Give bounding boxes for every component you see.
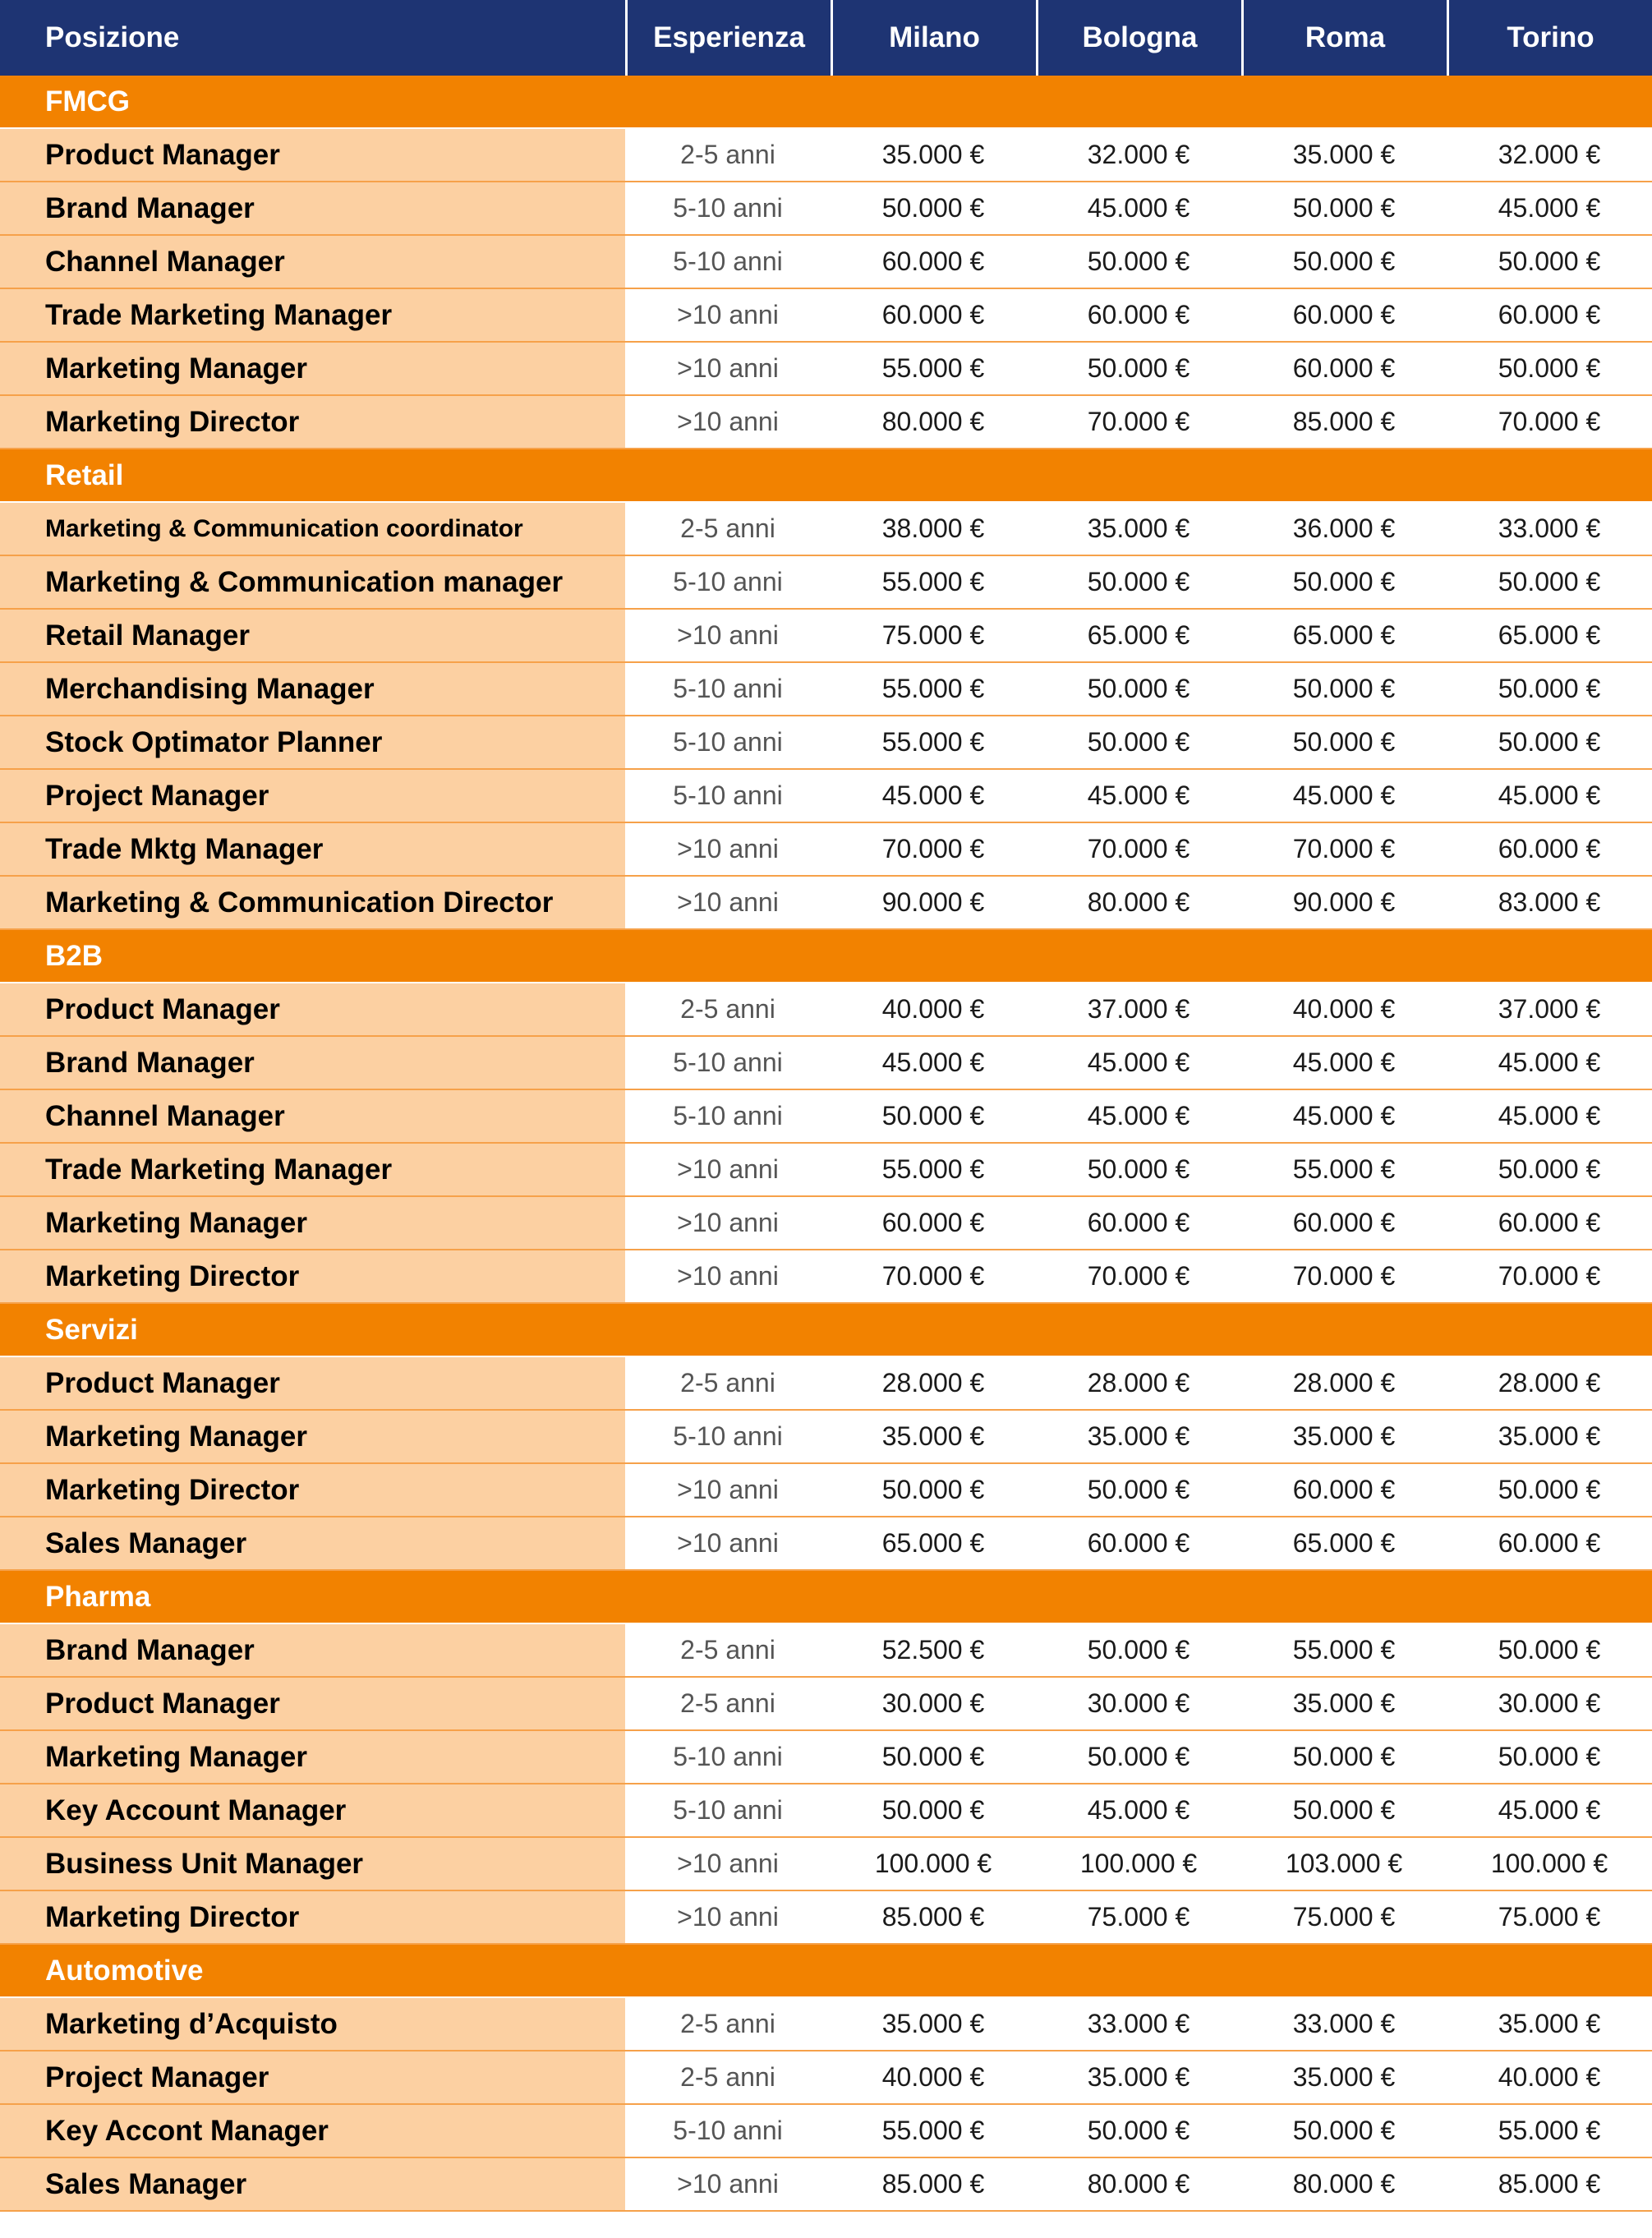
experience-cell: 2-5 anni <box>625 1678 831 1731</box>
salary-cell-bologna: 50.000 € <box>1036 1144 1241 1197</box>
experience-cell: >10 anni <box>625 1197 831 1250</box>
salary-cell-roma: 33.000 € <box>1241 1998 1447 2052</box>
salary-cell-milano: 30.000 € <box>831 1678 1036 1731</box>
salary-cell-bologna: 35.000 € <box>1036 1411 1241 1464</box>
salary-cell-torino: 50.000 € <box>1447 556 1652 610</box>
salary-cell-roma: 80.000 € <box>1241 2158 1447 2212</box>
position-cell: Product Manager <box>0 129 625 182</box>
experience-cell: 5-10 anni <box>625 2105 831 2158</box>
salary-cell-torino: 45.000 € <box>1447 182 1652 236</box>
position-cell: Marketing Manager <box>0 1411 625 1464</box>
position-cell: Stock Optimator Planner <box>0 716 625 770</box>
salary-cell-bologna: 50.000 € <box>1036 1624 1241 1678</box>
table-row <box>0 2052 1652 2105</box>
salary-cell-torino: 37.000 € <box>1447 983 1652 1037</box>
table-row <box>0 1838 1652 1891</box>
salary-cell-torino: 50.000 € <box>1447 343 1652 396</box>
salary-cell-torino: 32.000 € <box>1447 129 1652 182</box>
position-cell: Retail Manager <box>0 610 625 663</box>
position-cell: Sales Manager <box>0 2158 625 2212</box>
experience-cell: >10 anni <box>625 1517 831 1571</box>
experience-cell: >10 anni <box>625 396 831 449</box>
salary-cell-milano: 60.000 € <box>831 289 1036 343</box>
salary-cell-bologna: 45.000 € <box>1036 770 1241 823</box>
section-title: B2B <box>0 930 1652 983</box>
position-cell: Marketing & Communication coordinator <box>0 503 625 556</box>
header-city-roma: Roma <box>1241 0 1447 76</box>
table-body <box>0 76 1652 2212</box>
salary-cell-roma: 50.000 € <box>1241 663 1447 716</box>
salary-cell-torino: 70.000 € <box>1447 396 1652 449</box>
position-cell: Channel Manager <box>0 236 625 289</box>
salary-cell-milano: 50.000 € <box>831 1731 1036 1784</box>
salary-cell-bologna: 50.000 € <box>1036 1731 1241 1784</box>
salary-cell-milano: 45.000 € <box>831 1037 1036 1090</box>
salary-cell-torino: 70.000 € <box>1447 1250 1652 1304</box>
salary-cell-torino: 50.000 € <box>1447 1731 1652 1784</box>
salary-cell-bologna: 50.000 € <box>1036 2105 1241 2158</box>
section-row <box>0 1945 1652 1998</box>
experience-cell: 5-10 anni <box>625 1090 831 1144</box>
salary-cell-bologna: 33.000 € <box>1036 1998 1241 2052</box>
salary-cell-milano: 70.000 € <box>831 1250 1036 1304</box>
salary-cell-bologna: 32.000 € <box>1036 129 1241 182</box>
position-cell: Marketing Director <box>0 1891 625 1945</box>
salary-cell-bologna: 45.000 € <box>1036 1784 1241 1838</box>
experience-cell: 2-5 anni <box>625 503 831 556</box>
experience-cell: 5-10 anni <box>625 770 831 823</box>
position-cell: Channel Manager <box>0 1090 625 1144</box>
position-cell: Marketing Director <box>0 1250 625 1304</box>
position-cell: Key Accont Manager <box>0 2105 625 2158</box>
salary-cell-torino: 50.000 € <box>1447 1144 1652 1197</box>
salary-cell-roma: 45.000 € <box>1241 1037 1447 1090</box>
position-cell: Brand Manager <box>0 182 625 236</box>
section-title: Retail <box>0 449 1652 503</box>
table-row <box>0 877 1652 930</box>
salary-cell-milano: 50.000 € <box>831 1090 1036 1144</box>
salary-cell-roma: 45.000 € <box>1241 1090 1447 1144</box>
salary-cell-roma: 36.000 € <box>1241 503 1447 556</box>
salary-cell-roma: 85.000 € <box>1241 396 1447 449</box>
salary-cell-bologna: 35.000 € <box>1036 503 1241 556</box>
experience-cell: >10 anni <box>625 1144 831 1197</box>
salary-cell-torino: 50.000 € <box>1447 236 1652 289</box>
position-cell: Marketing Manager <box>0 1197 625 1250</box>
table-row <box>0 823 1652 877</box>
salary-cell-milano: 60.000 € <box>831 1197 1036 1250</box>
salary-cell-roma: 28.000 € <box>1241 1357 1447 1411</box>
salary-cell-roma: 90.000 € <box>1241 877 1447 930</box>
header-city-milano: Milano <box>831 0 1036 76</box>
table-row <box>0 1891 1652 1945</box>
experience-cell: >10 anni <box>625 289 831 343</box>
table-row <box>0 1037 1652 1090</box>
salary-cell-milano: 50.000 € <box>831 1464 1036 1517</box>
salary-cell-torino: 30.000 € <box>1447 1678 1652 1731</box>
salary-cell-bologna: 50.000 € <box>1036 1464 1241 1517</box>
section-title: FMCG <box>0 76 1652 129</box>
salary-cell-torino: 45.000 € <box>1447 1784 1652 1838</box>
salary-cell-torino: 75.000 € <box>1447 1891 1652 1945</box>
position-cell: Brand Manager <box>0 1624 625 1678</box>
salary-cell-roma: 60.000 € <box>1241 289 1447 343</box>
header-row <box>0 0 1652 76</box>
salary-cell-torino: 85.000 € <box>1447 2158 1652 2212</box>
salary-cell-milano: 90.000 € <box>831 877 1036 930</box>
experience-cell: 5-10 anni <box>625 1411 831 1464</box>
salary-cell-bologna: 70.000 € <box>1036 396 1241 449</box>
salary-cell-torino: 40.000 € <box>1447 2052 1652 2105</box>
table-row <box>0 1090 1652 1144</box>
salary-cell-roma: 50.000 € <box>1241 716 1447 770</box>
experience-cell: 5-10 anni <box>625 1784 831 1838</box>
position-cell: Marketing Director <box>0 1464 625 1517</box>
salary-cell-torino: 60.000 € <box>1447 1197 1652 1250</box>
salary-cell-bologna: 100.000 € <box>1036 1838 1241 1891</box>
salary-cell-roma: 35.000 € <box>1241 129 1447 182</box>
salary-cell-torino: 50.000 € <box>1447 663 1652 716</box>
salary-cell-torino: 55.000 € <box>1447 2105 1652 2158</box>
experience-cell: 2-5 anni <box>625 2052 831 2105</box>
table-row <box>0 182 1652 236</box>
salary-cell-milano: 55.000 € <box>831 716 1036 770</box>
salary-cell-roma: 40.000 € <box>1241 983 1447 1037</box>
salary-cell-roma: 60.000 € <box>1241 343 1447 396</box>
salary-cell-milano: 35.000 € <box>831 129 1036 182</box>
salary-cell-bologna: 70.000 € <box>1036 1250 1241 1304</box>
salary-cell-milano: 38.000 € <box>831 503 1036 556</box>
table-row <box>0 1678 1652 1731</box>
salary-cell-torino: 60.000 € <box>1447 1517 1652 1571</box>
table-row <box>0 1250 1652 1304</box>
table-row <box>0 1998 1652 2052</box>
table-row <box>0 343 1652 396</box>
position-cell: Marketing & Communication Director <box>0 877 625 930</box>
experience-cell: >10 anni <box>625 823 831 877</box>
table-row <box>0 503 1652 556</box>
position-cell: Trade Marketing Manager <box>0 289 625 343</box>
salary-cell-milano: 40.000 € <box>831 2052 1036 2105</box>
salary-cell-roma: 35.000 € <box>1241 2052 1447 2105</box>
salary-cell-torino: 65.000 € <box>1447 610 1652 663</box>
salary-cell-roma: 55.000 € <box>1241 1624 1447 1678</box>
salary-cell-bologna: 50.000 € <box>1036 556 1241 610</box>
salary-cell-torino: 100.000 € <box>1447 1838 1652 1891</box>
salary-cell-bologna: 60.000 € <box>1036 1197 1241 1250</box>
salary-cell-torino: 60.000 € <box>1447 289 1652 343</box>
header-position: Posizione <box>0 0 625 76</box>
salary-cell-milano: 70.000 € <box>831 823 1036 877</box>
experience-cell: >10 anni <box>625 2158 831 2212</box>
salary-cell-bologna: 35.000 € <box>1036 2052 1241 2105</box>
experience-cell: 5-10 anni <box>625 1037 831 1090</box>
salary-cell-milano: 28.000 € <box>831 1357 1036 1411</box>
salary-cell-milano: 52.500 € <box>831 1624 1036 1678</box>
salary-cell-bologna: 50.000 € <box>1036 716 1241 770</box>
section-title: Pharma <box>0 1571 1652 1624</box>
experience-cell: >10 anni <box>625 610 831 663</box>
experience-cell: 5-10 anni <box>625 556 831 610</box>
position-cell: Trade Marketing Manager <box>0 1144 625 1197</box>
table-header <box>0 0 1652 76</box>
table-row <box>0 1357 1652 1411</box>
salary-cell-milano: 45.000 € <box>831 770 1036 823</box>
experience-cell: 5-10 anni <box>625 1731 831 1784</box>
salary-cell-bologna: 75.000 € <box>1036 1891 1241 1945</box>
salary-cell-milano: 40.000 € <box>831 983 1036 1037</box>
salary-cell-bologna: 45.000 € <box>1036 1090 1241 1144</box>
salary-cell-bologna: 60.000 € <box>1036 289 1241 343</box>
salary-cell-bologna: 28.000 € <box>1036 1357 1241 1411</box>
salary-cell-milano: 55.000 € <box>831 343 1036 396</box>
salary-cell-roma: 35.000 € <box>1241 1678 1447 1731</box>
salary-cell-bologna: 45.000 € <box>1036 1037 1241 1090</box>
salary-cell-milano: 85.000 € <box>831 2158 1036 2212</box>
salary-cell-milano: 65.000 € <box>831 1517 1036 1571</box>
table-row <box>0 716 1652 770</box>
experience-cell: >10 anni <box>625 1464 831 1517</box>
salary-cell-bologna: 65.000 € <box>1036 610 1241 663</box>
experience-cell: 2-5 anni <box>625 1357 831 1411</box>
table-row <box>0 1784 1652 1838</box>
section-title: Servizi <box>0 1304 1652 1357</box>
table-row <box>0 396 1652 449</box>
salary-cell-milano: 85.000 € <box>831 1891 1036 1945</box>
table-row <box>0 1411 1652 1464</box>
header-city-bologna: Bologna <box>1036 0 1241 76</box>
position-cell: Trade Mktg Manager <box>0 823 625 877</box>
salary-cell-torino: 35.000 € <box>1447 1411 1652 1464</box>
table-row <box>0 1197 1652 1250</box>
salary-cell-roma: 65.000 € <box>1241 1517 1447 1571</box>
salary-cell-roma: 50.000 € <box>1241 2105 1447 2158</box>
experience-cell: 5-10 anni <box>625 236 831 289</box>
salary-cell-milano: 55.000 € <box>831 1144 1036 1197</box>
salary-cell-torino: 83.000 € <box>1447 877 1652 930</box>
salary-cell-roma: 50.000 € <box>1241 236 1447 289</box>
salary-cell-torino: 50.000 € <box>1447 716 1652 770</box>
table-row <box>0 770 1652 823</box>
salary-cell-roma: 50.000 € <box>1241 182 1447 236</box>
table-row <box>0 556 1652 610</box>
position-cell: Product Manager <box>0 983 625 1037</box>
salary-cell-milano: 55.000 € <box>831 556 1036 610</box>
salary-cell-milano: 35.000 € <box>831 1998 1036 2052</box>
salary-cell-bologna: 50.000 € <box>1036 236 1241 289</box>
position-cell: Merchandising Manager <box>0 663 625 716</box>
salary-cell-torino: 50.000 € <box>1447 1464 1652 1517</box>
table-row <box>0 1144 1652 1197</box>
table-row <box>0 1624 1652 1678</box>
section-row <box>0 449 1652 503</box>
salary-cell-roma: 103.000 € <box>1241 1838 1447 1891</box>
salary-cell-roma: 60.000 € <box>1241 1464 1447 1517</box>
experience-cell: 5-10 anni <box>625 716 831 770</box>
section-title: Automotive <box>0 1945 1652 1998</box>
salary-cell-milano: 75.000 € <box>831 610 1036 663</box>
table-row <box>0 983 1652 1037</box>
salary-cell-torino: 45.000 € <box>1447 770 1652 823</box>
table-row <box>0 610 1652 663</box>
experience-cell: 2-5 anni <box>625 129 831 182</box>
section-row <box>0 76 1652 129</box>
salary-cell-milano: 55.000 € <box>831 663 1036 716</box>
salary-cell-torino: 45.000 € <box>1447 1037 1652 1090</box>
salary-cell-torino: 33.000 € <box>1447 503 1652 556</box>
section-row <box>0 1304 1652 1357</box>
salary-cell-roma: 50.000 € <box>1241 1731 1447 1784</box>
salary-cell-roma: 65.000 € <box>1241 610 1447 663</box>
position-cell: Project Manager <box>0 2052 625 2105</box>
table-row <box>0 663 1652 716</box>
salary-cell-milano: 35.000 € <box>831 1411 1036 1464</box>
salary-cell-bologna: 70.000 € <box>1036 823 1241 877</box>
salary-cell-torino: 35.000 € <box>1447 1998 1652 2052</box>
experience-cell: 5-10 anni <box>625 182 831 236</box>
salary-cell-torino: 45.000 € <box>1447 1090 1652 1144</box>
position-cell: Sales Manager <box>0 1517 625 1571</box>
position-cell: Project Manager <box>0 770 625 823</box>
header-experience: Esperienza <box>625 0 831 76</box>
salary-cell-roma: 70.000 € <box>1241 1250 1447 1304</box>
table-row <box>0 1731 1652 1784</box>
salary-cell-torino: 28.000 € <box>1447 1357 1652 1411</box>
salary-cell-milano: 50.000 € <box>831 182 1036 236</box>
salary-cell-bologna: 50.000 € <box>1036 343 1241 396</box>
header-city-torino: Torino <box>1447 0 1652 76</box>
salary-cell-milano: 80.000 € <box>831 396 1036 449</box>
table-row <box>0 289 1652 343</box>
experience-cell: 5-10 anni <box>625 663 831 716</box>
experience-cell: 2-5 anni <box>625 1998 831 2052</box>
salary-cell-bologna: 37.000 € <box>1036 983 1241 1037</box>
position-cell: Product Manager <box>0 1357 625 1411</box>
salary-cell-bologna: 30.000 € <box>1036 1678 1241 1731</box>
position-cell: Marketing Manager <box>0 1731 625 1784</box>
table-row <box>0 1464 1652 1517</box>
salary-cell-roma: 70.000 € <box>1241 823 1447 877</box>
position-cell: Key Account Manager <box>0 1784 625 1838</box>
salary-cell-roma: 45.000 € <box>1241 770 1447 823</box>
position-cell: Business Unit Manager <box>0 1838 625 1891</box>
table-row <box>0 2105 1652 2158</box>
salary-cell-roma: 50.000 € <box>1241 1784 1447 1838</box>
salary-cell-torino: 50.000 € <box>1447 1624 1652 1678</box>
table-row <box>0 236 1652 289</box>
salary-cell-milano: 100.000 € <box>831 1838 1036 1891</box>
section-row <box>0 930 1652 983</box>
salary-cell-roma: 75.000 € <box>1241 1891 1447 1945</box>
salary-cell-milano: 55.000 € <box>831 2105 1036 2158</box>
table-row <box>0 1517 1652 1571</box>
salary-cell-milano: 50.000 € <box>831 1784 1036 1838</box>
salary-cell-bologna: 45.000 € <box>1036 182 1241 236</box>
salary-cell-torino: 60.000 € <box>1447 823 1652 877</box>
salary-cell-roma: 55.000 € <box>1241 1144 1447 1197</box>
salary-cell-bologna: 60.000 € <box>1036 1517 1241 1571</box>
position-cell: Marketing Manager <box>0 343 625 396</box>
position-cell: Product Manager <box>0 1678 625 1731</box>
experience-cell: 2-5 anni <box>625 983 831 1037</box>
salary-cell-roma: 50.000 € <box>1241 556 1447 610</box>
experience-cell: 2-5 anni <box>625 1624 831 1678</box>
salary-cell-bologna: 80.000 € <box>1036 2158 1241 2212</box>
salary-cell-bologna: 50.000 € <box>1036 663 1241 716</box>
experience-cell: >10 anni <box>625 1838 831 1891</box>
position-cell: Marketing Director <box>0 396 625 449</box>
position-cell: Brand Manager <box>0 1037 625 1090</box>
salary-cell-milano: 60.000 € <box>831 236 1036 289</box>
section-row <box>0 1571 1652 1624</box>
experience-cell: >10 anni <box>625 1250 831 1304</box>
position-cell: Marketing & Communication manager <box>0 556 625 610</box>
experience-cell: >10 anni <box>625 343 831 396</box>
salary-cell-roma: 60.000 € <box>1241 1197 1447 1250</box>
salary-cell-bologna: 80.000 € <box>1036 877 1241 930</box>
position-cell: Marketing d’Acquisto <box>0 1998 625 2052</box>
table-row <box>0 2158 1652 2212</box>
table-row <box>0 129 1652 182</box>
experience-cell: >10 anni <box>625 877 831 930</box>
experience-cell: >10 anni <box>625 1891 831 1945</box>
salary-cell-roma: 35.000 € <box>1241 1411 1447 1464</box>
